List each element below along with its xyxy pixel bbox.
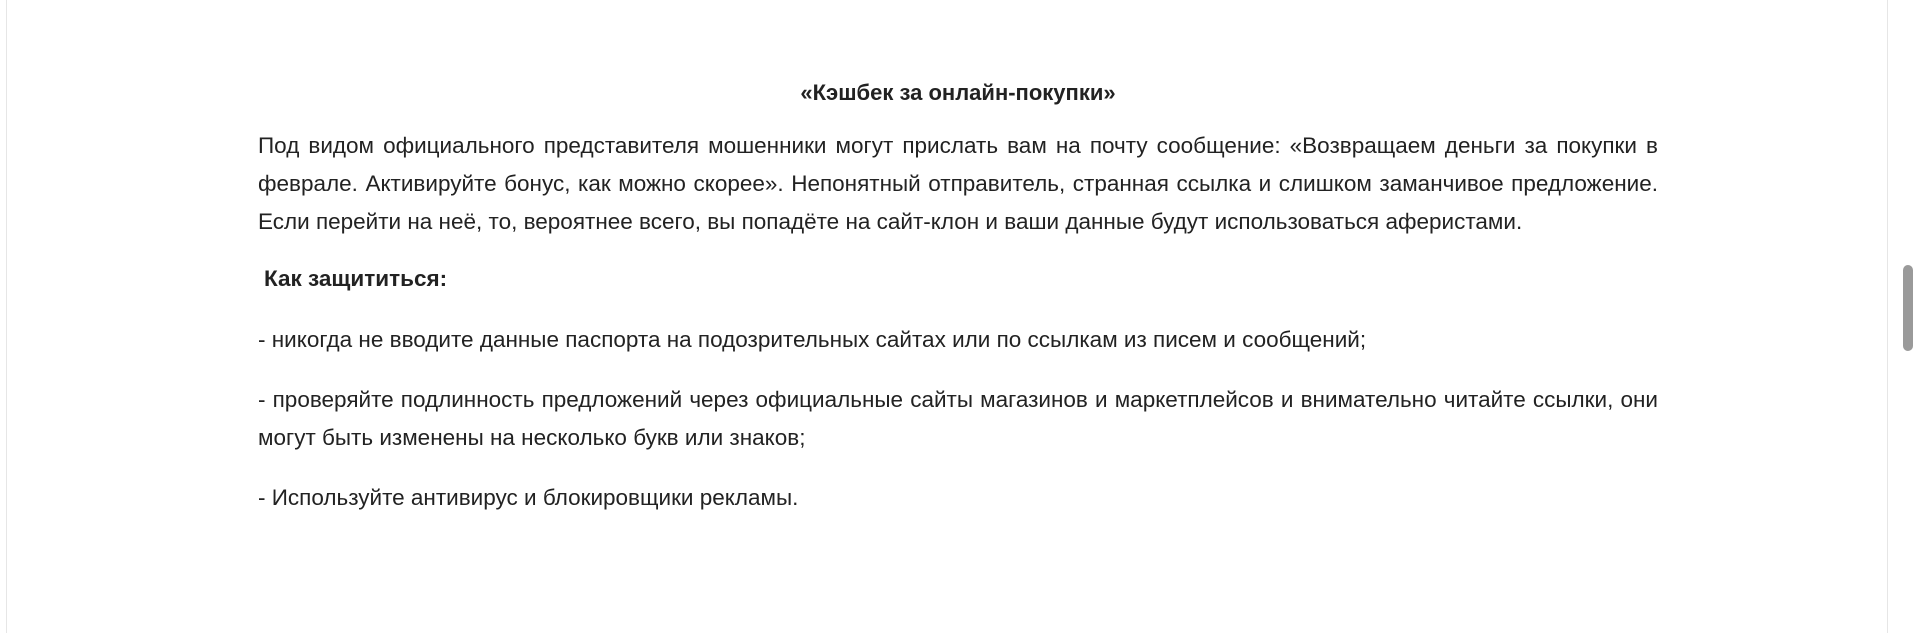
protection-tip: - Используйте антивирус и блокировщики рекламы. <box>258 485 799 510</box>
vertical-scrollbar[interactable] <box>1896 0 1920 633</box>
protection-tip: - проверяйте подлинность предложений через официальные сайты магазинов и маркетплейсов и внимательно читайте ссылки, они могут быть изменены на несколько букв или знаков; <box>258 387 1658 450</box>
article-paragraph: Под видом официального представителя мошенники могут прислать вам на почту сообщение: «Возвращаем деньги за покупки в феврале. Активируйте бонус, как можно скорее». Непонятный отправитель, странная ссылка и слишком заманчивое предложение. Если перейти на неё, то, вероятнее всего, вы попадёте на сайт-клон и ваши данные будут использоваться аферистами. <box>258 133 1658 234</box>
page-content-area <box>6 0 1888 633</box>
scrollbar-thumb[interactable] <box>1903 265 1913 351</box>
protection-tip: - никогда не вводите данные паспорта на подозрительных сайтах или по ссылкам из писем и сообщений; <box>258 327 1367 352</box>
protection-subheading: Как защититься: <box>264 266 448 291</box>
article-body <box>258 73 1658 539</box>
article-heading: «Кэшбек за онлайн-покупки» <box>800 80 1116 105</box>
